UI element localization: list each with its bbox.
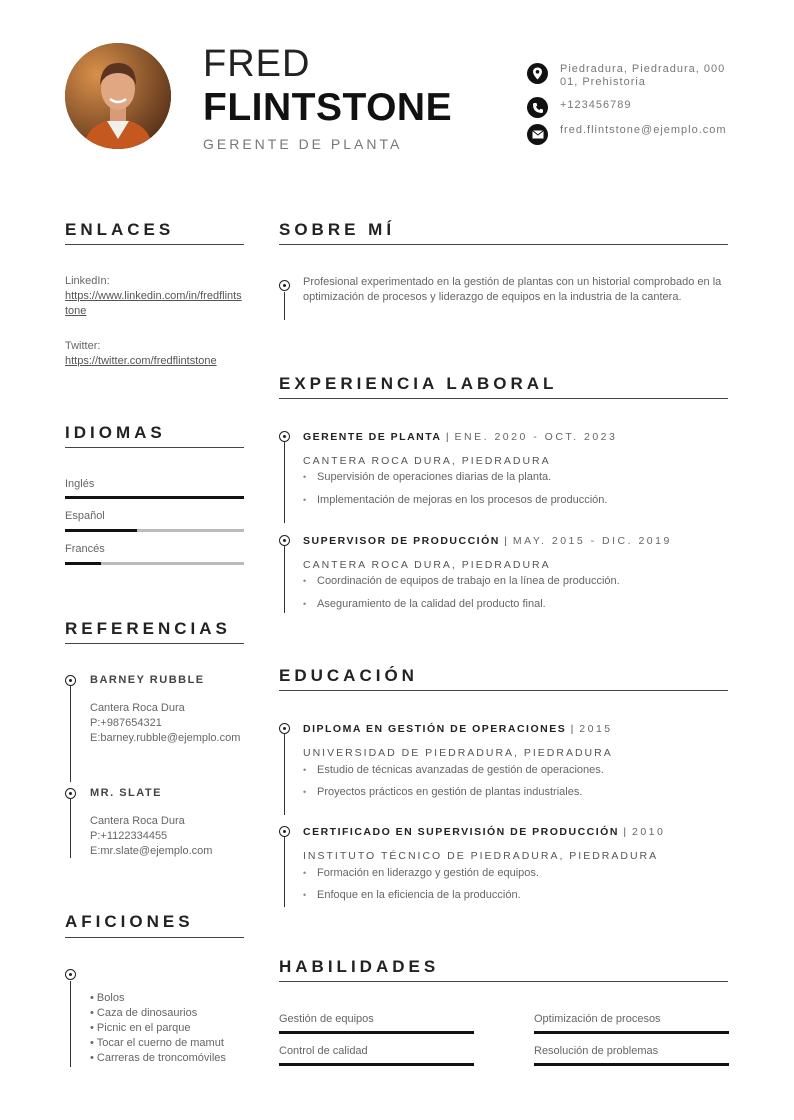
hobby-item: • Tocar el cuerno de mamut bbox=[90, 1037, 224, 1049]
links-title: ENLACES bbox=[65, 220, 175, 239]
education-year: 2015 bbox=[579, 723, 613, 735]
twitter-entry bbox=[65, 339, 247, 369]
skill-level-bar bbox=[534, 1063, 729, 1066]
timeline-dot bbox=[279, 280, 290, 291]
phone-text: +123456789 bbox=[560, 99, 632, 111]
skill-name: Gestión de equipos bbox=[279, 1013, 374, 1025]
reference-phone: P:+987654321 bbox=[90, 717, 162, 729]
timeline-dot bbox=[65, 675, 76, 686]
email-text: fred.flintstone@ejemplo.com bbox=[560, 124, 727, 136]
language-level-bar bbox=[65, 529, 244, 532]
about-divider bbox=[279, 244, 728, 245]
first-name: FRED bbox=[203, 43, 311, 85]
job-role: SUPERVISOR DE PRODUCCIÓN bbox=[303, 535, 500, 547]
linkedin-link[interactable]: https://www.linkedin.com/in/fredflintstone bbox=[65, 290, 242, 317]
hobby-item: • Picnic en el parque bbox=[90, 1022, 191, 1034]
reference-email: E:mr.slate@ejemplo.com bbox=[90, 845, 213, 857]
education-bullet: • Proyectos prácticos en gestión de plantas industriales. bbox=[303, 786, 582, 799]
references-title: REFERENCIAS bbox=[65, 619, 231, 638]
timeline-line bbox=[284, 437, 285, 523]
timeline-line bbox=[70, 680, 71, 782]
education-bullet: • Enfoque en la eficiencia de la producción. bbox=[303, 889, 521, 902]
job-title: GERENTE DE PLANTA bbox=[203, 136, 403, 152]
job-bullet: • Coordinación de equipos de trabajo en la línea de producción. bbox=[303, 575, 620, 588]
job-role: GERENTE DE PLANTA bbox=[303, 431, 442, 443]
education-heading: DIPLOMA EN GESTIÓN DE OPERACIONES | 2015 bbox=[303, 723, 613, 735]
reference-details bbox=[90, 701, 242, 746]
skills-divider bbox=[279, 981, 728, 982]
timeline-line bbox=[70, 981, 71, 1067]
timeline-line bbox=[284, 833, 285, 907]
language-level-fill bbox=[65, 562, 101, 565]
twitter-label: Twitter: bbox=[65, 340, 101, 352]
linkedin-entry bbox=[65, 274, 244, 319]
contact-phone bbox=[527, 97, 732, 118]
education-heading: CERTIFICADO EN SUPERVISIÓN DE PRODUCCIÓN | 2010 bbox=[303, 826, 666, 838]
language-level-fill bbox=[65, 496, 244, 499]
language-level-bar bbox=[65, 496, 244, 499]
language-name: Francés bbox=[65, 543, 105, 555]
job-dates: MAY. 2015 - DIC. 2019 bbox=[512, 535, 672, 547]
links-divider bbox=[65, 244, 244, 245]
education-title: EDUCACIÓN bbox=[279, 666, 418, 685]
about-title: SOBRE MÍ bbox=[279, 220, 396, 239]
address-text: Piedradura, Piedradura, 00001, Prehistoria bbox=[560, 63, 726, 88]
reference-phone: P:+1122334455 bbox=[90, 830, 168, 842]
languages-divider bbox=[65, 447, 244, 448]
skill-name: Resolución de problemas bbox=[534, 1045, 659, 1057]
contact-address bbox=[527, 63, 732, 89]
timeline-dot bbox=[65, 788, 76, 799]
linkedin-label: LinkedIn: bbox=[65, 275, 110, 287]
hobbies-title: AFICIONES bbox=[65, 912, 194, 931]
job-bullet: • Supervisión de operaciones diarias de la planta. bbox=[303, 471, 551, 484]
skill-level-bar bbox=[279, 1063, 474, 1066]
timeline-dot bbox=[279, 723, 290, 734]
skill-level-bar bbox=[279, 1031, 474, 1034]
job-heading: GERENTE DE PLANTA | ENE. 2020 - OCT. 2023 bbox=[303, 431, 618, 443]
languages-title: IDIOMAS bbox=[65, 423, 166, 442]
job-bullet: • Implementación de mejoras en los procesos de producción. bbox=[303, 494, 607, 507]
hobbies-divider bbox=[65, 937, 244, 938]
hobbies-list bbox=[90, 991, 226, 1066]
about-text: Profesional experimentado en la gestión de plantas con un historial comprobado en la optimización de procesos y liderazgo de equipos en la industria de la cantera. bbox=[303, 276, 722, 303]
reference-company: Cantera Roca Dura bbox=[90, 815, 185, 827]
language-name: Inglés bbox=[65, 478, 95, 490]
timeline-dot bbox=[279, 826, 290, 837]
language-name: Español bbox=[65, 510, 105, 522]
job-company: CANTERA ROCA DURA, PIEDRADURA bbox=[303, 455, 551, 467]
references-divider bbox=[65, 643, 244, 644]
job-bullet: • Aseguramiento de la calidad del producto final. bbox=[303, 598, 546, 611]
reference-details bbox=[90, 814, 242, 859]
education-institution: UNIVERSIDAD DE PIEDRADURA, PIEDRADURA bbox=[303, 747, 613, 759]
job-heading: SUPERVISOR DE PRODUCCIÓN | MAY. 2015 - DIC. 2019 bbox=[303, 535, 672, 547]
envelope-icon bbox=[527, 124, 548, 145]
reference-name: MR. SLATE bbox=[90, 787, 162, 799]
timeline-line bbox=[284, 292, 285, 320]
phone-icon bbox=[527, 97, 548, 118]
timeline-line bbox=[70, 794, 71, 858]
skill-level-bar bbox=[534, 1031, 729, 1034]
hobby-item: • Bolos bbox=[90, 992, 125, 1004]
reference-company: Cantera Roca Dura bbox=[90, 702, 185, 714]
reference-name: BARNEY RUBBLE bbox=[90, 674, 205, 686]
education-degree: CERTIFICADO EN SUPERVISIÓN DE PRODUCCIÓN bbox=[303, 826, 619, 838]
skill-name: Optimización de procesos bbox=[534, 1013, 661, 1025]
education-divider bbox=[279, 690, 728, 691]
skills-title: HABILIDADES bbox=[279, 957, 440, 976]
timeline-dot bbox=[65, 969, 76, 980]
language-level-bar bbox=[65, 562, 244, 565]
timeline-dot bbox=[279, 431, 290, 442]
last-name: FLINTSTONE bbox=[203, 86, 453, 129]
hobby-item: • Caza de dinosaurios bbox=[90, 1007, 198, 1019]
education-year: 2010 bbox=[631, 826, 666, 838]
contact-email bbox=[527, 124, 732, 145]
job-dates: ENE. 2020 - OCT. 2023 bbox=[454, 431, 618, 443]
timeline-dot bbox=[279, 535, 290, 546]
language-level-fill bbox=[65, 529, 137, 532]
timeline-line bbox=[284, 729, 285, 815]
profile-photo bbox=[65, 43, 171, 149]
twitter-link[interactable]: https://twitter.com/fredflintstone bbox=[65, 355, 217, 367]
experience-divider bbox=[279, 398, 728, 399]
education-institution: INSTITUTO TÉCNICO DE PIEDRADURA, PIEDRADURA bbox=[303, 850, 659, 862]
reference-email: E:barney.rubble@ejemplo.com bbox=[90, 732, 241, 744]
timeline-line bbox=[284, 541, 285, 613]
education-degree: DIPLOMA EN GESTIÓN DE OPERACIONES bbox=[303, 723, 567, 735]
skill-name: Control de calidad bbox=[279, 1045, 368, 1057]
job-company: CANTERA ROCA DURA, PIEDRADURA bbox=[303, 559, 551, 571]
location-pin-icon bbox=[527, 63, 548, 84]
experience-title: EXPERIENCIA LABORAL bbox=[279, 374, 558, 393]
education-bullet: • Formación en liderazgo y gestión de equipos. bbox=[303, 867, 539, 880]
hobby-item: • Carreras de troncomóviles bbox=[90, 1052, 226, 1064]
education-bullet: • Estudio de técnicas avanzadas de gestión de operaciones. bbox=[303, 764, 604, 777]
